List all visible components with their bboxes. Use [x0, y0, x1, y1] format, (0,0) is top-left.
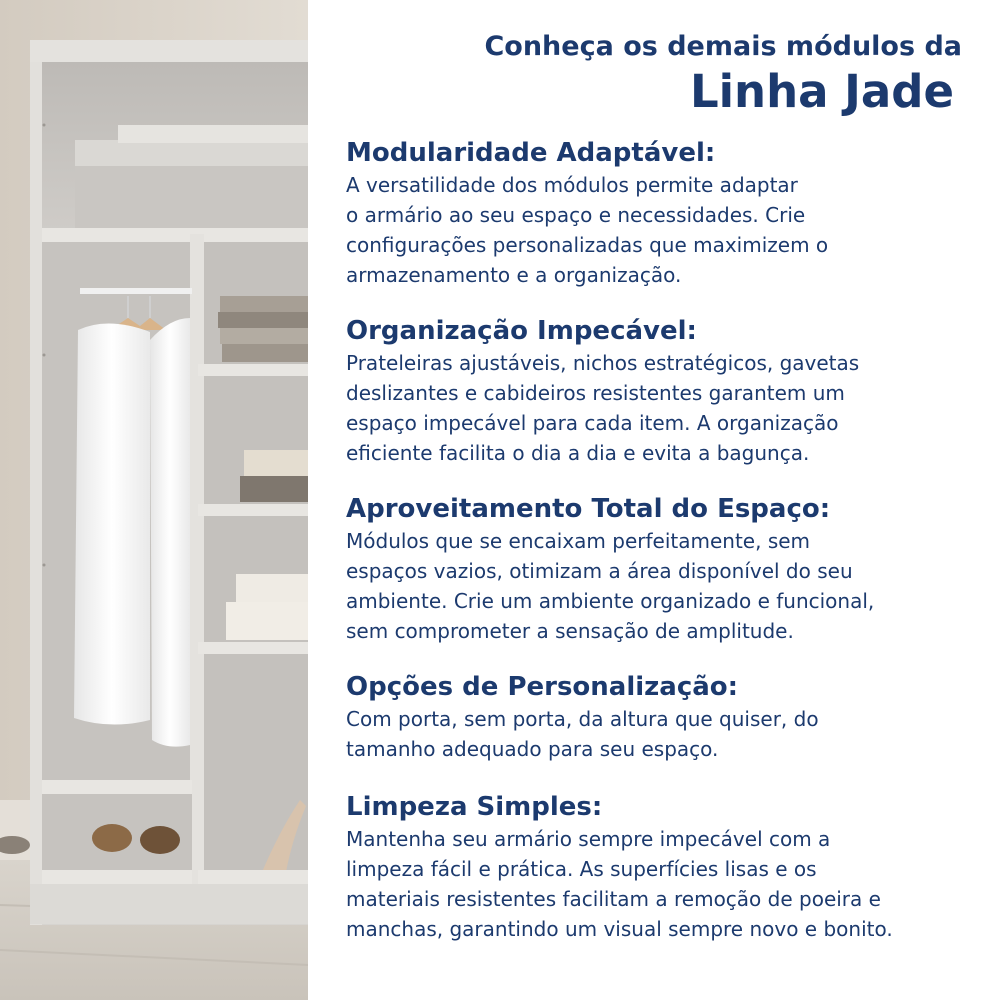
header-subtitle: Conheça os demais módulos da [484, 31, 962, 62]
feature-line: Com porta, sem porta, da altura que quiser, do [346, 707, 819, 731]
feature-section-modularity [346, 136, 986, 290]
feature-section-cleaning [346, 790, 986, 944]
shelf [198, 364, 308, 376]
feature-description [346, 526, 986, 646]
feature-section-organization [346, 314, 986, 468]
feature-section-customization [346, 670, 986, 764]
feature-line: tamanho adequado para seu espaço. [346, 737, 719, 761]
feature-line: A versatilidade dos módulos permite adaptar [346, 173, 798, 197]
feature-line: ambiente. Crie um ambiente organizado e funcional, [346, 589, 875, 613]
feature-description [346, 170, 986, 290]
feature-line: Mantenha seu armário sempre impecável com a [346, 827, 831, 851]
feature-line: Prateleiras ajustáveis, nichos estratégicos, gavetas [346, 351, 860, 375]
feature-title: Organização Impecável: [346, 316, 697, 346]
wardrobe-photo [0, 0, 308, 1000]
feature-section-space [346, 492, 986, 646]
storage-basket [236, 574, 308, 604]
feature-line: manchas, garantindo um visual sempre novo e bonito. [346, 917, 893, 941]
feature-description [346, 348, 986, 468]
feature-line: Módulos que se encaixam perfeitamente, sem [346, 529, 811, 553]
top-shelf [42, 228, 308, 242]
feature-title: Modularidade Adaptável: [346, 138, 716, 168]
header-title: Linha Jade [689, 65, 954, 118]
feature-line: deslizantes e cabideiros resistentes garantem um [346, 381, 845, 405]
feature-description [346, 824, 986, 944]
feature-title: Limpeza Simples: [346, 792, 603, 822]
feature-line: armazenamento e a organização. [346, 263, 682, 287]
lower-shelf [42, 780, 192, 794]
folded-clothes [220, 296, 308, 312]
feature-line: materiais resistentes facilitam a remoção de poeira e [346, 887, 881, 911]
garment-bag [150, 318, 190, 747]
shelf [198, 642, 308, 654]
folded-clothes [244, 450, 308, 476]
feature-line: limpeza fácil e prática. As superfícies lisas e os [346, 857, 817, 881]
feature-description [346, 704, 986, 764]
shoe-icon [92, 824, 132, 852]
hanging-rod [80, 288, 192, 294]
shelf [198, 504, 308, 516]
wardrobe-illustration [0, 0, 308, 1000]
vertical-divider [190, 234, 204, 924]
feature-line: o armário ao seu espaço e necessidades. Crie [346, 203, 806, 227]
feature-title: Opções de Personalização: [346, 672, 739, 702]
feature-line: espaço impecável para cada item. A organização [346, 411, 839, 435]
feature-line: espaços vazios, otimizam a área disponível do seu [346, 559, 853, 583]
feature-line: configurações personalizadas que maximizem o [346, 233, 829, 257]
feature-line: eficiente facilita o dia a dia e evita a bagunça. [346, 441, 810, 465]
garment-bag [74, 323, 150, 724]
feature-title: Aproveitamento Total do Espaço: [346, 494, 831, 524]
feature-line: sem comprometer a sensação de amplitude. [346, 619, 794, 643]
